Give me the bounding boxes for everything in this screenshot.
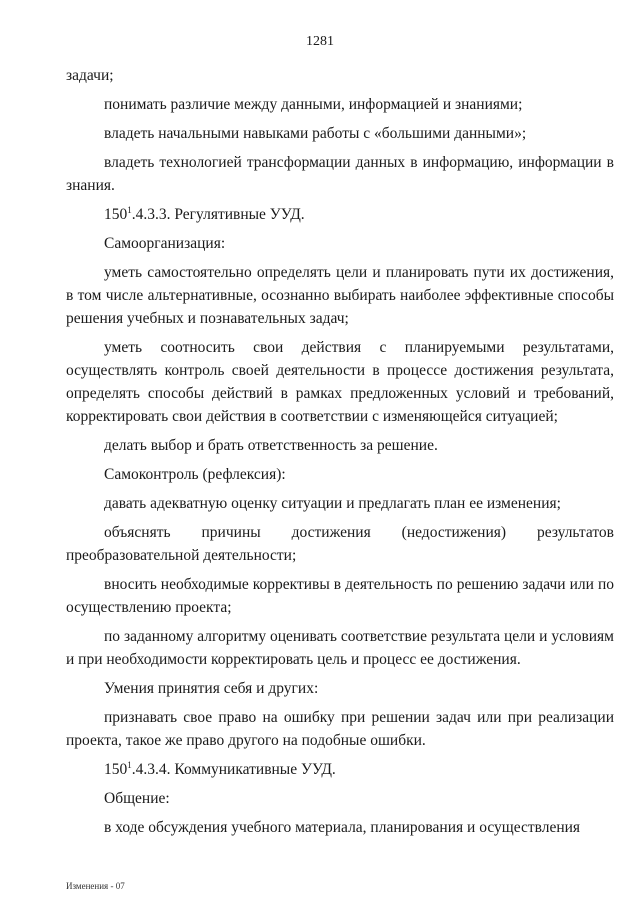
paragraph: делать выбор и брать ответственность за решение. <box>104 437 438 454</box>
subheading: Самоорганизация: <box>104 235 226 252</box>
paragraph: вносить необходимые коррективы в деятельность по решению задачи или по осуществлению проекта; <box>66 576 618 616</box>
paragraph: уметь самостоятельно определять цели и планировать пути их достижения, в том числе альтернативные, осознанно выбирать наиболее эффективные способы решения учебных и познавательных задач; <box>66 264 618 327</box>
paragraph: задачи; <box>66 67 114 84</box>
paragraph: объяснять причины достижения (недостижения) результатов преобразовательной деятельности; <box>66 524 618 564</box>
section-title: .4.3.4. Коммуникативные УУД. <box>131 761 336 778</box>
paragraph: уметь соотносить свои действия с планируемыми результатами, осуществлять контроль своей деятельности в процессе достижения результата, определять способы действий в рамках предложенных условий и требований, корректировать свои действия в соответствии с изменяющейся ситуацией; <box>66 339 618 425</box>
section-title: .4.3.3. Регулятивные УУД. <box>131 206 305 223</box>
paragraph: в ходе обсуждения учебного материала, планирования и осуществления <box>104 819 581 836</box>
section-superscript: 1 <box>127 759 132 770</box>
paragraph: владеть технологией трансформации данных в информацию, информации в знания. <box>66 154 618 194</box>
section-heading <box>66 758 614 781</box>
subheading: Самоконтроль (рефлексия): <box>104 466 286 483</box>
page-number: 1281 <box>306 34 334 49</box>
subheading: Умения принятия себя и других: <box>104 680 319 697</box>
section-heading <box>66 203 614 226</box>
paragraph: давать адекватную оценку ситуации и предлагать план ее изменения; <box>104 495 561 512</box>
paragraph: владеть начальными навыками работы с «большими данными»; <box>104 125 527 142</box>
paragraph: понимать различие между данными, информацией и знаниями; <box>104 96 523 113</box>
section-number: 150 <box>104 761 128 778</box>
footer-note: Изменения - 07 <box>66 881 125 891</box>
paragraph: по заданному алгоритму оценивать соответствие результата цели и условиям и при необходимости корректировать цель и процесс ее достижения. <box>66 628 618 668</box>
section-number: 150 <box>104 206 128 223</box>
subheading: Общение: <box>104 790 170 807</box>
document-body <box>66 64 618 845</box>
section-superscript: 1 <box>127 204 132 215</box>
paragraph: признавать свое право на ошибку при решении задач или при реализации проекта, такое же право другого на подобные ошибки. <box>66 709 618 749</box>
